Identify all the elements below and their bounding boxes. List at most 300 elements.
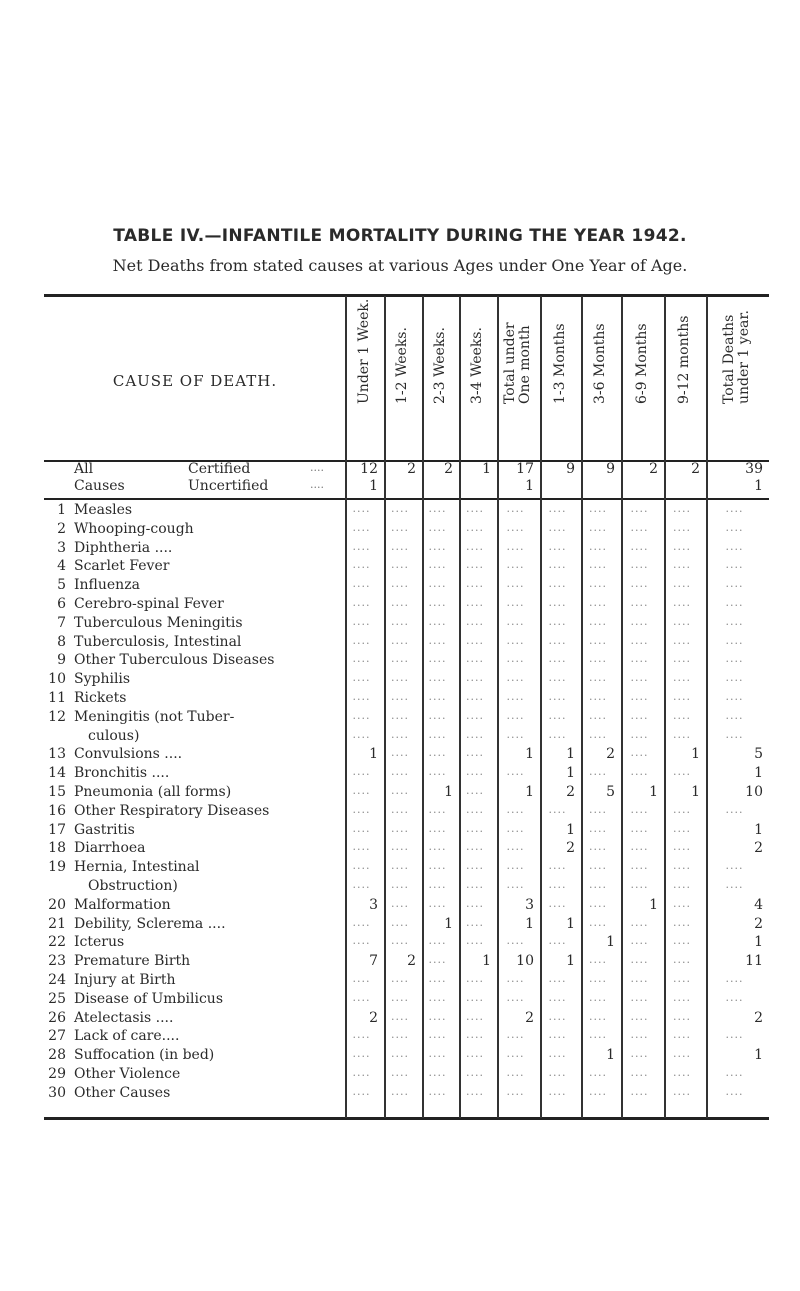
certified-label: Certified xyxy=(188,461,251,477)
table-cell: .... xyxy=(466,896,484,910)
table-cell: .... xyxy=(428,802,447,816)
table-cell: .... xyxy=(506,558,525,572)
certified-value: 2 xyxy=(649,461,658,477)
table-cell: .... xyxy=(391,840,409,854)
table-cell: .... xyxy=(391,802,409,816)
table-cell: .... xyxy=(630,972,649,985)
cause-label: Other Causes xyxy=(74,1084,171,1101)
table-cell: .... xyxy=(673,878,691,891)
table-cell: .... xyxy=(548,690,567,703)
table-cell: .... xyxy=(589,972,607,985)
table-cell: 1 xyxy=(482,953,491,970)
table-cell: .... xyxy=(352,1028,371,1042)
table-cell: .... xyxy=(428,859,447,873)
table-cell: .... xyxy=(352,765,371,779)
table-cell: .... xyxy=(630,614,649,628)
table-cell: .... xyxy=(673,652,691,666)
table-cell: 7 xyxy=(369,953,378,970)
certified-value: 2 xyxy=(444,461,453,477)
table-row xyxy=(0,1010,800,1028)
row-number: 1 xyxy=(57,502,66,518)
table-cell: 5 xyxy=(606,784,615,800)
table-cell: .... xyxy=(725,690,744,703)
table-cell: .... xyxy=(506,577,525,591)
table-cell: .... xyxy=(589,708,607,722)
table-cell: .... xyxy=(589,821,607,835)
row-number: 11 xyxy=(48,690,66,706)
table-cell: 1 xyxy=(606,1047,615,1064)
column-header-line2: One month xyxy=(516,325,533,404)
table-cell: .... xyxy=(428,990,447,1004)
table-cell: .... xyxy=(466,821,484,835)
table-cell: .... xyxy=(506,1084,525,1098)
cause-label: Rickets xyxy=(74,690,127,706)
row-number: 18 xyxy=(48,840,66,857)
table-cell: .... xyxy=(725,652,744,666)
table-cell: .... xyxy=(630,915,649,929)
certified-value: 1 xyxy=(482,461,491,477)
table-cell: .... xyxy=(428,1066,447,1079)
table-cell: 1 xyxy=(691,784,700,800)
cause-label: Pneumonia (all forms) xyxy=(74,784,232,800)
table-cell: .... xyxy=(506,502,525,515)
table-cell: .... xyxy=(725,727,744,741)
cause-label: Cerebro-spinal Fever xyxy=(74,596,224,612)
table-cell: .... xyxy=(630,765,649,779)
table-cell: .... xyxy=(352,614,371,628)
cause-label: Other Tuberculous Diseases xyxy=(74,652,275,669)
table-cell: .... xyxy=(428,953,447,967)
table-cell: .... xyxy=(391,614,409,628)
table-cell: .... xyxy=(589,1009,607,1023)
causes-label: Causes xyxy=(74,478,125,494)
table-cell: .... xyxy=(466,934,484,948)
table-cell: .... xyxy=(428,633,447,647)
table-cell: .... xyxy=(589,915,607,929)
table-cell: .... xyxy=(506,1028,525,1042)
table-cell: .... xyxy=(506,840,525,854)
table-cell: .... xyxy=(506,765,525,779)
table-row xyxy=(0,765,800,783)
table-cell: .... xyxy=(725,708,744,722)
table-cell: .... xyxy=(589,539,607,553)
table-cell: .... xyxy=(506,1066,525,1079)
table-row xyxy=(0,784,800,802)
table-cell: .... xyxy=(506,878,525,891)
certified-rule xyxy=(44,498,769,500)
table-cell: .... xyxy=(725,633,744,647)
table-cell: .... xyxy=(466,1009,484,1023)
table-cell: .... xyxy=(391,1028,409,1042)
row-number: 7 xyxy=(57,614,66,631)
table-cell: .... xyxy=(589,558,607,572)
cause-label: Premature Birth xyxy=(74,953,191,970)
table-cell: .... xyxy=(548,708,567,722)
column-header xyxy=(357,294,373,404)
table-cell: 10 xyxy=(745,784,763,800)
table-cell: .... xyxy=(506,708,525,722)
column-header xyxy=(593,294,609,404)
table-cell: 4 xyxy=(754,896,763,913)
table-cell: 1 xyxy=(369,746,378,763)
table-cell: .... xyxy=(466,577,484,591)
table-cell: .... xyxy=(466,765,484,779)
table-row xyxy=(0,709,800,727)
table-cell: .... xyxy=(352,990,371,1004)
table-cell: .... xyxy=(466,539,484,553)
table-cell: .... xyxy=(589,765,607,779)
table-cell: .... xyxy=(673,614,691,628)
table-row xyxy=(0,728,800,746)
row-number: 14 xyxy=(48,765,66,782)
table-cell: .... xyxy=(673,502,691,515)
table-cell: 2 xyxy=(754,1009,763,1026)
table-row xyxy=(0,972,800,990)
table-cell: .... xyxy=(673,934,691,948)
table-cell: .... xyxy=(630,746,649,760)
cause-label: Scarlet Fever xyxy=(74,558,170,575)
table-cell: .... xyxy=(630,821,649,835)
table-cell: .... xyxy=(630,558,649,572)
table-cell: .... xyxy=(391,746,409,760)
table-cell: .... xyxy=(673,520,691,534)
table-cell: .... xyxy=(466,746,484,760)
table-row xyxy=(0,859,800,877)
cause-of-death-header: CAUSE OF DEATH. xyxy=(112,372,278,390)
table-cell: .... xyxy=(630,953,649,967)
row-number: 9 xyxy=(57,652,66,669)
table-row xyxy=(0,521,800,539)
table-cell: .... xyxy=(506,1047,525,1061)
table-title: TABLE IV.—INFANTILE MORTALITY DURING THE YEAR 1942. xyxy=(113,226,687,246)
table-cell: .... xyxy=(630,1084,649,1098)
table-cell: .... xyxy=(673,896,691,910)
table-cell: .... xyxy=(506,652,525,666)
table-cell: .... xyxy=(725,577,744,591)
table-row xyxy=(0,822,800,840)
cause-label: Atelectasis .... xyxy=(74,1009,174,1026)
table-cell: .... xyxy=(673,915,691,929)
table-cell: .... xyxy=(428,558,447,572)
table-cell: .... xyxy=(352,539,371,553)
table-cell: .... xyxy=(352,821,371,835)
table-cell: .... xyxy=(630,596,649,609)
column-header xyxy=(503,294,535,404)
table-cell: .... xyxy=(428,1047,447,1061)
table-cell: .... xyxy=(466,1047,484,1061)
table-cell: .... xyxy=(630,539,649,553)
table-cell: .... xyxy=(428,652,447,666)
table-cell: .... xyxy=(630,671,649,685)
bottom-rule xyxy=(44,1117,769,1120)
table-cell: .... xyxy=(428,765,447,779)
table-cell: .... xyxy=(630,708,649,722)
table-cell: .... xyxy=(428,614,447,628)
row-number: 8 xyxy=(57,633,66,650)
table-cell: .... xyxy=(673,821,691,835)
row-number: 22 xyxy=(48,934,66,951)
table-row xyxy=(0,652,800,670)
table-cell: .... xyxy=(548,1028,567,1042)
table-row xyxy=(0,558,800,576)
table-cell: .... xyxy=(548,1084,567,1098)
table-cell: .... xyxy=(630,990,649,1004)
cause-label: Whooping-cough xyxy=(74,520,194,537)
table-cell: .... xyxy=(506,614,525,628)
table-cell: .... xyxy=(673,671,691,685)
table-cell: .... xyxy=(466,972,484,985)
row-number: 27 xyxy=(48,1028,66,1045)
table-cell: .... xyxy=(428,577,447,591)
row-number: 21 xyxy=(48,915,66,932)
table-row xyxy=(0,540,800,558)
table-cell: .... xyxy=(725,802,744,816)
table-row xyxy=(0,671,800,689)
table-cell: .... xyxy=(548,1066,567,1079)
column-header-line1: 6-9 Months xyxy=(633,323,650,404)
table-cell: .... xyxy=(506,972,525,985)
table-cell: .... xyxy=(589,802,607,816)
table-cell: .... xyxy=(466,1084,484,1098)
column-header-line1: 1-3 Months xyxy=(551,323,568,404)
certified-value: 39 xyxy=(745,461,763,477)
row-number: 17 xyxy=(48,821,66,838)
column-header xyxy=(635,294,651,404)
table-cell: .... xyxy=(428,596,447,609)
table-cell: 1 xyxy=(525,784,534,800)
table-cell: .... xyxy=(630,1009,649,1023)
table-cell: .... xyxy=(466,614,484,628)
table-cell: .... xyxy=(391,596,409,609)
table-cell: .... xyxy=(391,577,409,591)
table-cell: .... xyxy=(548,596,567,609)
table-cell: .... xyxy=(548,802,567,816)
table-cell: 1 xyxy=(691,746,700,763)
column-header xyxy=(722,294,754,404)
row-number: 26 xyxy=(48,1009,66,1026)
column-header xyxy=(677,294,693,404)
cause-label: Obstruction) xyxy=(88,878,178,894)
table-cell: .... xyxy=(352,727,371,741)
table-cell: .... xyxy=(725,502,744,515)
uncertified-leader: .... xyxy=(310,478,324,491)
table-cell: .... xyxy=(466,652,484,666)
certified-value: 17 xyxy=(516,461,534,477)
table-cell: .... xyxy=(352,859,371,873)
row-number: 15 xyxy=(48,784,66,800)
table-cell: .... xyxy=(548,1009,567,1023)
table-cell: .... xyxy=(466,520,484,534)
table-cell: .... xyxy=(589,690,607,703)
table-cell: 1 xyxy=(444,784,453,800)
table-cell: .... xyxy=(428,840,447,854)
row-number: 12 xyxy=(48,708,66,725)
table-cell: 3 xyxy=(525,896,534,913)
row-number: 23 xyxy=(48,953,66,970)
table-cell: .... xyxy=(428,746,447,760)
table-cell: .... xyxy=(548,727,567,741)
table-cell: .... xyxy=(428,934,447,948)
column-header xyxy=(433,294,449,404)
row-number: 5 xyxy=(57,577,66,594)
cause-label: Diphtheria .... xyxy=(74,539,173,556)
table-row xyxy=(0,577,800,595)
table-cell: .... xyxy=(428,878,447,891)
table-cell: .... xyxy=(673,802,691,816)
table-cell: .... xyxy=(391,520,409,534)
table-row xyxy=(0,596,800,614)
certified-leader: .... xyxy=(310,461,324,474)
table-row xyxy=(0,746,800,764)
cause-label: Syphilis xyxy=(74,671,131,688)
table-cell: .... xyxy=(589,840,607,854)
table-cell: .... xyxy=(630,840,649,854)
column-header xyxy=(395,294,411,404)
table-row xyxy=(0,1028,800,1046)
table-cell: 1 xyxy=(649,896,658,913)
column-header-line1: 3-6 Months xyxy=(592,323,608,404)
table-cell: .... xyxy=(391,558,409,572)
table-cell: .... xyxy=(352,502,371,515)
table-cell: .... xyxy=(548,558,567,572)
table-row xyxy=(0,690,800,708)
table-cell: .... xyxy=(630,878,649,891)
table-cell: .... xyxy=(391,690,409,703)
table-cell: .... xyxy=(548,539,567,553)
table-cell: .... xyxy=(630,652,649,666)
column-header-line1: 2-3 Weeks. xyxy=(431,327,448,404)
table-cell: .... xyxy=(352,1084,371,1098)
table-cell: .... xyxy=(466,784,484,797)
cause-label: culous) xyxy=(88,727,140,744)
table-cell: 1 xyxy=(754,765,763,782)
table-row xyxy=(0,840,800,858)
table-cell: .... xyxy=(630,520,649,534)
table-cell: .... xyxy=(506,520,525,534)
table-cell: .... xyxy=(391,1047,409,1061)
table-cell: .... xyxy=(352,596,371,609)
uncertified-label: Uncertified xyxy=(188,478,269,494)
table-cell: .... xyxy=(630,934,649,948)
table-cell: .... xyxy=(391,502,409,515)
table-cell: 2 xyxy=(566,840,575,857)
table-cell: .... xyxy=(589,671,607,685)
table-cell: .... xyxy=(673,840,691,854)
table-cell: .... xyxy=(428,896,447,910)
table-cell: .... xyxy=(352,784,371,797)
table-cell: .... xyxy=(589,878,607,891)
table-cell: .... xyxy=(391,859,409,873)
table-cell: .... xyxy=(466,840,484,854)
table-cell: .... xyxy=(506,802,525,816)
table-cell: .... xyxy=(725,972,744,985)
table-cell: .... xyxy=(391,934,409,948)
table-cell: .... xyxy=(352,840,371,854)
row-number: 25 xyxy=(48,990,66,1007)
row-number: 24 xyxy=(48,972,66,988)
table-row xyxy=(0,878,800,896)
row-number: 2 xyxy=(57,520,66,537)
cause-label: Debility, Sclerema .... xyxy=(74,915,226,932)
table-cell: .... xyxy=(391,896,409,910)
column-header-line2: under 1 year. xyxy=(735,310,752,404)
table-cell: .... xyxy=(725,671,744,685)
table-cell: .... xyxy=(352,671,371,685)
cause-label: Diarrhoea xyxy=(74,840,146,857)
column-header-line1: 1-2 Weeks. xyxy=(394,327,410,404)
cause-label: Meningitis (not Tuber- xyxy=(74,708,235,725)
table-cell: .... xyxy=(673,577,691,591)
table-cell: .... xyxy=(428,727,447,741)
cause-label: Measles xyxy=(74,502,133,518)
table-cell: .... xyxy=(589,652,607,666)
cause-label: Hernia, Intestinal xyxy=(74,859,200,876)
table-cell: .... xyxy=(673,727,691,741)
table-row xyxy=(0,991,800,1009)
table-cell: .... xyxy=(589,633,607,647)
table-cell: .... xyxy=(466,708,484,722)
table-cell: .... xyxy=(725,878,744,891)
table-cell: .... xyxy=(589,990,607,1004)
uncertified-value: 1 xyxy=(754,478,763,494)
table-cell: .... xyxy=(725,614,744,628)
table-cell: .... xyxy=(725,520,744,534)
table-cell: 2 xyxy=(566,784,575,800)
certified-value: 12 xyxy=(360,461,378,477)
table-cell: .... xyxy=(391,539,409,553)
table-cell: 1 xyxy=(566,765,575,782)
table-cell: .... xyxy=(352,802,371,816)
row-number: 30 xyxy=(48,1084,66,1101)
table-cell: .... xyxy=(428,708,447,722)
table-cell: .... xyxy=(725,596,744,609)
table-cell: 11 xyxy=(745,953,763,970)
table-cell: .... xyxy=(630,802,649,816)
table-cell: .... xyxy=(673,708,691,722)
uncertified-value: 1 xyxy=(369,478,378,494)
table-cell: 2 xyxy=(369,1009,378,1026)
table-cell: .... xyxy=(506,690,525,703)
table-cell: .... xyxy=(352,708,371,722)
table-cell: .... xyxy=(506,821,525,835)
column-header-line1: Total Deaths xyxy=(720,314,737,404)
table-cell: .... xyxy=(428,502,447,515)
table-cell: .... xyxy=(589,520,607,534)
column-header-line1: Total under xyxy=(501,322,518,404)
table-cell: .... xyxy=(428,520,447,534)
table-cell: .... xyxy=(725,1028,744,1042)
table-cell: 1 xyxy=(444,915,453,932)
table-cell: .... xyxy=(630,1047,649,1061)
table-cell: .... xyxy=(466,671,484,685)
table-cell: 2 xyxy=(407,953,416,970)
table-cell: 1 xyxy=(754,821,763,838)
cause-label: Disease of Umbilicus xyxy=(74,990,224,1007)
table-row xyxy=(0,803,800,821)
table-cell: .... xyxy=(589,859,607,873)
table-cell: .... xyxy=(589,502,607,515)
table-cell: .... xyxy=(673,1028,691,1042)
cause-label: Icterus xyxy=(74,934,125,951)
table-cell: .... xyxy=(352,520,371,534)
table-cell: .... xyxy=(352,577,371,591)
column-header xyxy=(553,294,569,404)
table-cell: .... xyxy=(725,539,744,553)
table-cell: .... xyxy=(391,915,409,929)
table-cell: 2 xyxy=(606,746,615,763)
table-cell: 1 xyxy=(525,746,534,763)
table-cell: .... xyxy=(391,633,409,647)
